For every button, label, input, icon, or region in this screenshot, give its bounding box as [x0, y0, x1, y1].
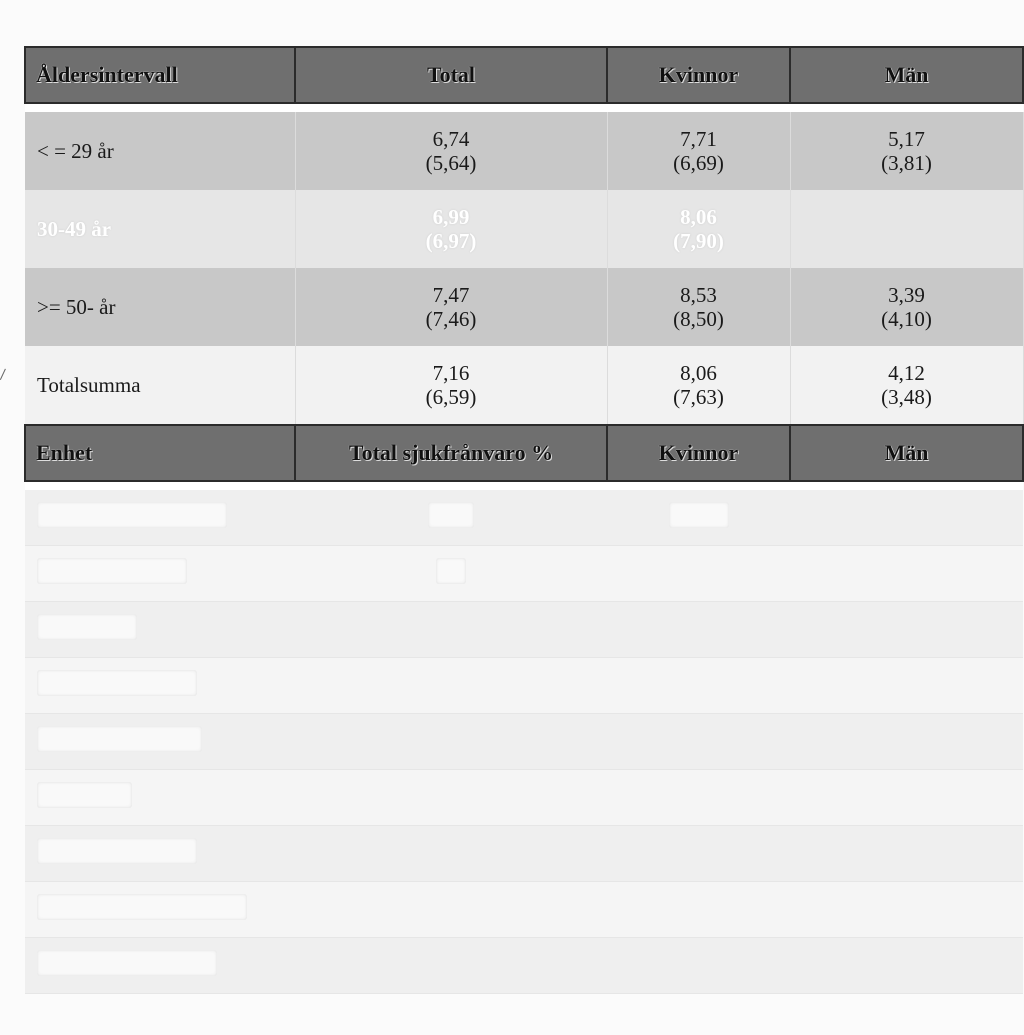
- redacted-row: [25, 714, 1023, 770]
- value: 6,74: [432, 127, 470, 151]
- cell-total: [295, 190, 607, 268]
- sick-leave-table: [24, 46, 1024, 994]
- redacted-row: [25, 490, 1023, 546]
- faded-label: 30-49 år: [37, 216, 112, 241]
- row-label: < = 29 år: [25, 112, 295, 190]
- redacted-label: [37, 838, 197, 864]
- redacted-value: [669, 502, 729, 528]
- header-men: Män: [790, 425, 1023, 481]
- cell-men: [790, 190, 1023, 268]
- table-row: [25, 112, 1023, 190]
- header-unit: Enhet: [25, 425, 295, 481]
- value: 7,16: [432, 361, 470, 385]
- cell-men: [790, 268, 1023, 346]
- value-prev: (6,69): [673, 151, 724, 175]
- value-prev: (6,59): [425, 385, 477, 409]
- cell-men: [790, 346, 1023, 425]
- redacted-row: [25, 826, 1023, 882]
- value-prev: (6,97): [425, 229, 477, 253]
- cell-women: [607, 190, 790, 268]
- redacted-row: [25, 602, 1023, 658]
- header-total: Total: [295, 47, 607, 103]
- cell-men: [790, 112, 1023, 190]
- cell-total: [295, 112, 607, 190]
- cell-women: [607, 346, 790, 425]
- redacted-value: [428, 502, 474, 528]
- redacted-label: [37, 502, 227, 528]
- redacted-label: [37, 950, 217, 976]
- cell-women: [607, 112, 790, 190]
- redacted-row: [25, 770, 1023, 826]
- value-prev: (3,48): [881, 385, 932, 409]
- header-women: Kvinnor: [607, 425, 790, 481]
- value: 4,12: [888, 361, 925, 385]
- age-header-row: [25, 47, 1023, 103]
- redacted-label: [37, 894, 247, 920]
- redacted-row: [25, 938, 1023, 994]
- cell-total: [295, 268, 607, 346]
- redacted-label: [37, 614, 137, 640]
- value: 8,53: [680, 283, 717, 307]
- margin-mark: [0, 369, 13, 384]
- header-women: Kvinnor: [607, 47, 790, 103]
- cell-women: [607, 268, 790, 346]
- value: 8,06: [680, 361, 717, 385]
- value: 7,71: [680, 127, 717, 151]
- value-prev: (3,81): [881, 151, 932, 175]
- value: 5,17: [888, 127, 925, 151]
- redacted-row: [25, 658, 1023, 714]
- redacted-row: [25, 546, 1023, 602]
- cell-total: [295, 346, 607, 425]
- table-row: [25, 190, 1023, 268]
- value-prev: (8,50): [673, 307, 724, 331]
- redacted-label: [37, 726, 202, 752]
- header-age-interval: Åldersintervall: [25, 47, 295, 103]
- redacted-row: [25, 882, 1023, 938]
- table-row-total: [25, 346, 1023, 425]
- value-prev: (7,90): [673, 229, 724, 253]
- redacted-value: [436, 558, 466, 584]
- row-label: >= 50- år: [25, 268, 295, 346]
- redacted-label: [37, 782, 132, 808]
- header-total-sick-leave: Total sjukfrånvaro %: [295, 425, 607, 481]
- redacted-label: [37, 670, 197, 696]
- unit-header-row: [25, 425, 1023, 481]
- value: 6,99: [432, 205, 470, 229]
- value-prev: (7,46): [425, 307, 477, 331]
- value: 7,47: [432, 283, 470, 307]
- value-prev: (7,63): [673, 385, 724, 409]
- value: 8,06: [680, 205, 717, 229]
- value-prev: (4,10): [881, 307, 932, 331]
- row-label: [25, 190, 295, 268]
- value-prev: (5,64): [425, 151, 477, 175]
- redacted-label: [37, 558, 187, 584]
- header-men: Män: [790, 47, 1023, 103]
- table-row: [25, 268, 1023, 346]
- value: 3,39: [888, 283, 925, 307]
- row-label: Totalsumma: [25, 346, 295, 425]
